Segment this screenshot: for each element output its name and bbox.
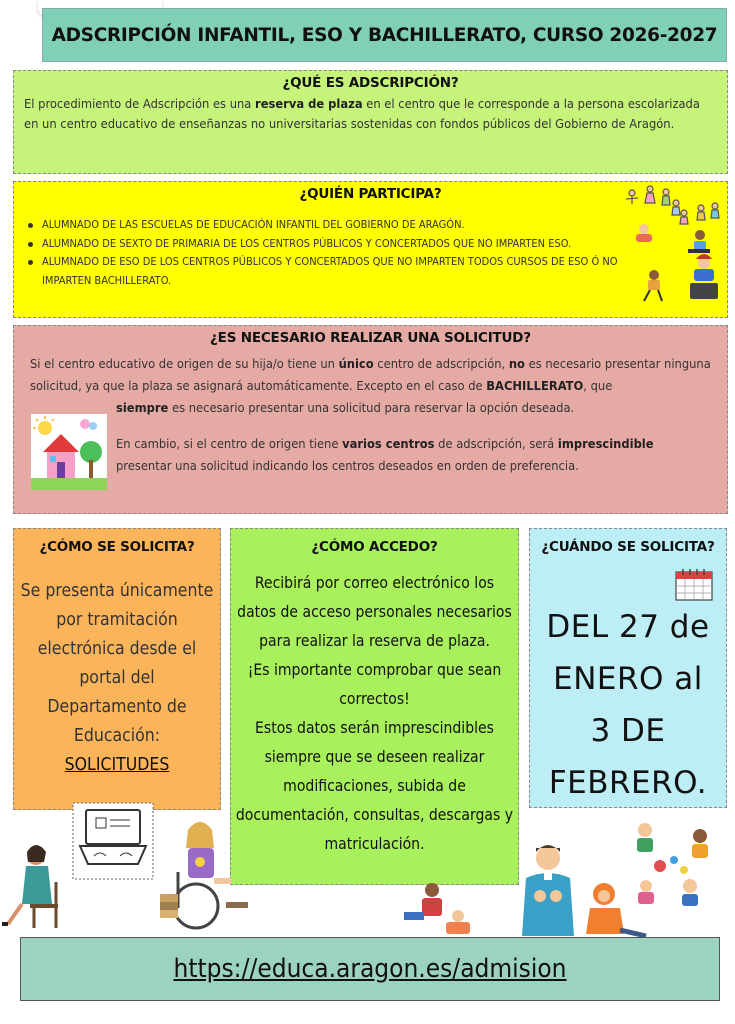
solicitud-paragraph-2 [30, 434, 711, 478]
text: Se presenta únicamente por tramitación electrónica desde el portal del Departamento de Educación: [20, 581, 214, 746]
como-solicita-text [14, 577, 220, 780]
section-solicitud [13, 325, 728, 514]
date-line: DEL 27 de [546, 609, 710, 645]
page-title: ADSCRIPCIÓN INFANTIL, ESO Y BACHILLERATO, CURSO 2026-2027 [51, 24, 718, 46]
section-heading-quien: ¿QUIÉN PARTICIPA? [299, 186, 442, 202]
text: Si el centro educativo de origen de su hija/o tiene un [30, 357, 339, 372]
section-heading-solicitud: ¿ES NECESARIO REALIZAR UNA SOLICITUD? [210, 330, 531, 346]
text: El procedimiento de Adscripción es una [24, 97, 256, 112]
list-item: ALUMNADO DE LAS ESCUELAS DE EDUCACIÓN INFANTIL DEL GOBIERNO DE ARAGÓN. [24, 216, 648, 235]
date-line: FEBRERO. [548, 765, 708, 801]
text: En cambio, si el centro de origen tiene [116, 437, 343, 452]
date-line: 3 DE [590, 713, 666, 749]
section-que-es [13, 70, 728, 174]
text: en el centro que le corresponde a la persona escolarizada en un centro educativo de enseñanzas no universitarias sostenidas con fondos públicos del Gobierno de Aragón. [24, 97, 700, 132]
dates-text [530, 601, 726, 809]
solicitud-paragraph-1 [30, 354, 711, 398]
list-item: ALUMNADO DE SEXTO DE PRIMARIA DE LOS CENTROS PÚBLICOS Y CONCERTADOS QUE NO IMPARTEN ESO. [24, 235, 648, 254]
date-line: ENERO al [553, 661, 703, 697]
admision-link[interactable]: https://educa.aragon.es/admision [173, 954, 567, 984]
section-heading-cuando: ¿CUÁNDO SE SOLICITA? [541, 539, 715, 555]
list-item: ALUMNADO DE ESO DE LOS CENTROS PÚBLICOS Y CONCERTADOS QUE NO IMPARTEN TODOS CURSOS DE ESO Ó NO IMPARTEN BACHILLERATO. [24, 253, 648, 290]
people-illustrations [0, 812, 735, 940]
text: , que [583, 379, 613, 394]
text-bold: siempre [116, 401, 169, 416]
text: ¡Es importante comprobar que sean correctos! [247, 661, 502, 708]
calendar-icon [674, 568, 714, 602]
solicitudes-link[interactable]: SOLICITUDES [64, 755, 170, 775]
title-banner [42, 8, 727, 62]
que-es-paragraph [24, 95, 717, 135]
solicitud-paragraph-1b [30, 398, 711, 420]
participants-list [24, 216, 717, 290]
house-drawing-icon [31, 414, 107, 490]
text-bold: único [338, 357, 374, 372]
text: de adscripción, será [434, 437, 558, 452]
section-quien-participa [13, 181, 728, 318]
section-heading-como-solicita: ¿CÓMO SE SOLICITA? [39, 539, 195, 555]
section-heading-como-accedo: ¿CÓMO ACCEDO? [311, 539, 438, 555]
text: centro de adscripción, [373, 357, 509, 372]
text-bold: imprescindible [557, 437, 654, 452]
text: Recibirá por correo electrónico los datos de acceso personales necesarios para realizar la reserva de plaza. [237, 574, 512, 650]
text: Estos datos serán imprescindibles siempre que se deseen realizar modificaciones, subida de documentación, consultas, descargas y matriculación. [235, 719, 514, 853]
text: es necesario presentar ninguna solicitud, ya que la plaza se asignará automáticamente. Excepto en el caso de [30, 357, 711, 394]
text-bold: varios centros [342, 437, 435, 452]
footer-url-bar [20, 937, 720, 1001]
section-heading-que-es: ¿QUÉ ES ADSCRIPCIÓN? [282, 75, 459, 91]
text-bold: reserva de plaza [255, 97, 363, 112]
text: presentar una solicitud indicando los centros deseados en orden de preferencia. [116, 459, 579, 474]
text-bold: no [508, 357, 525, 372]
text-bold: BACHILLERATO [486, 379, 584, 394]
kids-playing-icon [622, 183, 726, 307]
section-como-solicita [13, 528, 221, 810]
text: es necesario presentar una solicitud para reservar la opción deseada. [168, 401, 575, 416]
